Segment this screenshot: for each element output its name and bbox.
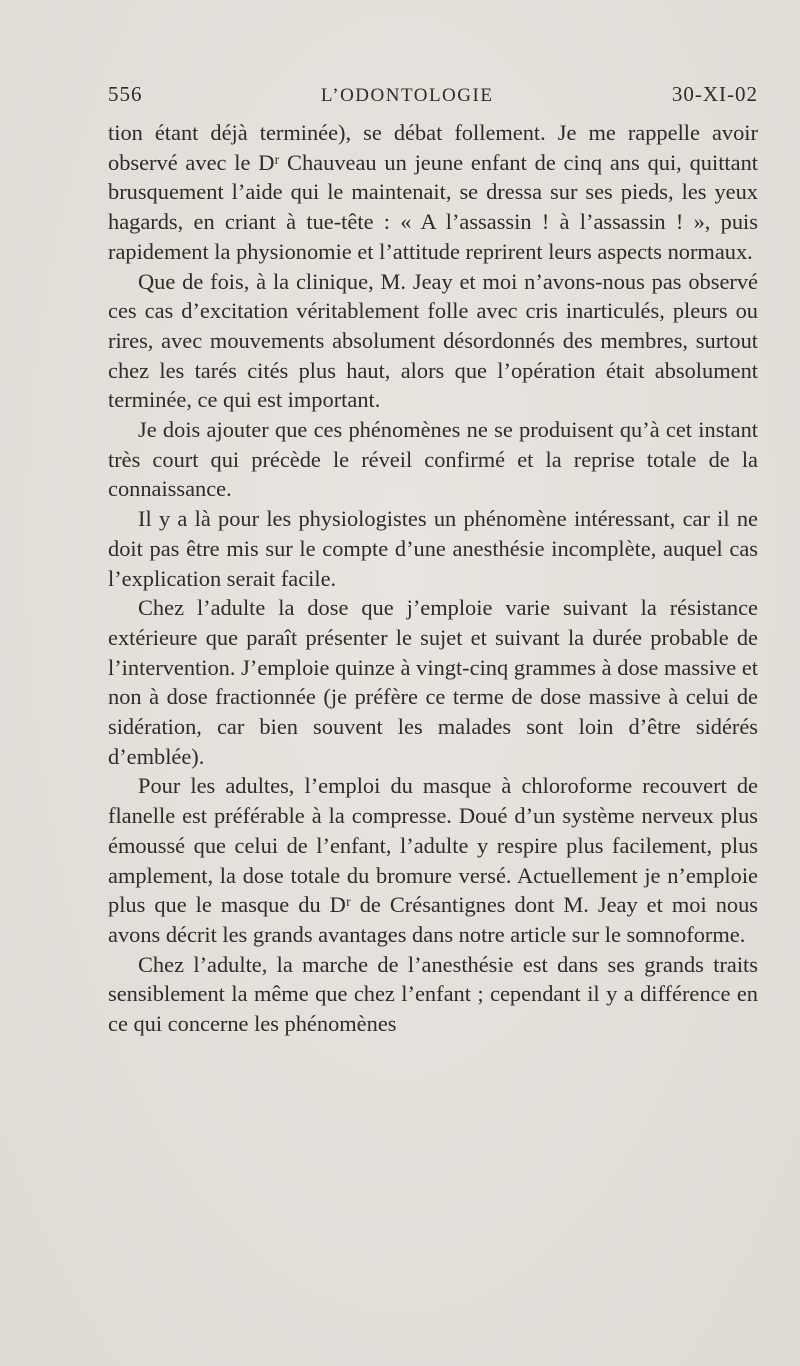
body-text <box>108 118 758 1039</box>
paragraph-4: Il y a là pour les physiologistes un phénomène intéressant, car il ne doit pas être mis sur le compte d’une anesthésie incomplète, auquel cas l’explication serait facile. <box>108 506 758 591</box>
book-page <box>108 82 758 1039</box>
paragraph-3: Je dois ajouter que ces phénomènes ne se produisent qu’à cet instant très court qui précède le réveil confirmé et la reprise totale de la connaissance. <box>108 417 758 502</box>
journal-title: L’ODONTOLOGIE <box>320 85 494 106</box>
paragraph-1: tion étant déjà terminée), se débat follement. Je me rappelle avoir observé avec le Dʳ Chauveau un jeune enfant de cinq ans qui, quittant brusquement l’aide qui le maintenait, se dressa sur ses pieds, les yeux hagards, en criant à tue-tête : « A l’assassin ! à l’assassin ! », puis rapidement la physionomie et l’attitude reprirent leurs aspects normaux. <box>108 120 758 264</box>
issue-date: 30-XI-02 <box>671 82 758 106</box>
running-header <box>108 82 758 118</box>
paragraph-2: Que de fois, à la clinique, M. Jeay et moi n’avons-nous pas observé ces cas d’excitation véritablement folle avec cris inarticulés, pleurs ou rires, avec mouvements absolument désordonnés des membres, surtout chez les tarés cités plus haut, alors que l’opération était absolument terminée, ce qui est important. <box>108 268 758 413</box>
paragraph-7: Chez l’adulte, la marche de l’anesthésie est dans ses grands traits sensiblement la même que chez l’enfant ; cependant il y a différence en ce qui concerne les phénomènes <box>108 951 758 1037</box>
paragraph-6: Pour les adultes, l’emploi du masque à chloroforme recouvert de flanelle est préférable à la compresse. Doué d’un système nerveux plus émoussé que celui de l’enfant, l’adulte y respire plus facilement, plus amplement, la dose totale du bromure versé. Actuellement je n’emploie plus que le masque du Dʳ de Crésantignes dont M. Jeay et moi nous avons décrit les grands avantages dans notre article sur le somnoforme. <box>108 773 758 947</box>
paragraph-5: Chez l’adulte la dose que j’emploie varie suivant la résistance extérieure que paraît présenter le sujet et suivant la durée probable de l’intervention. J’emploie quinze à vingt-cinq grammes à dose massive et non à dose fractionnée (je préfère ce terme de dose massive à celui de sidération, car bien souvent les malades sont loin d’être sidérés d’emblée). <box>108 595 758 769</box>
page-number: 556 <box>108 82 143 106</box>
